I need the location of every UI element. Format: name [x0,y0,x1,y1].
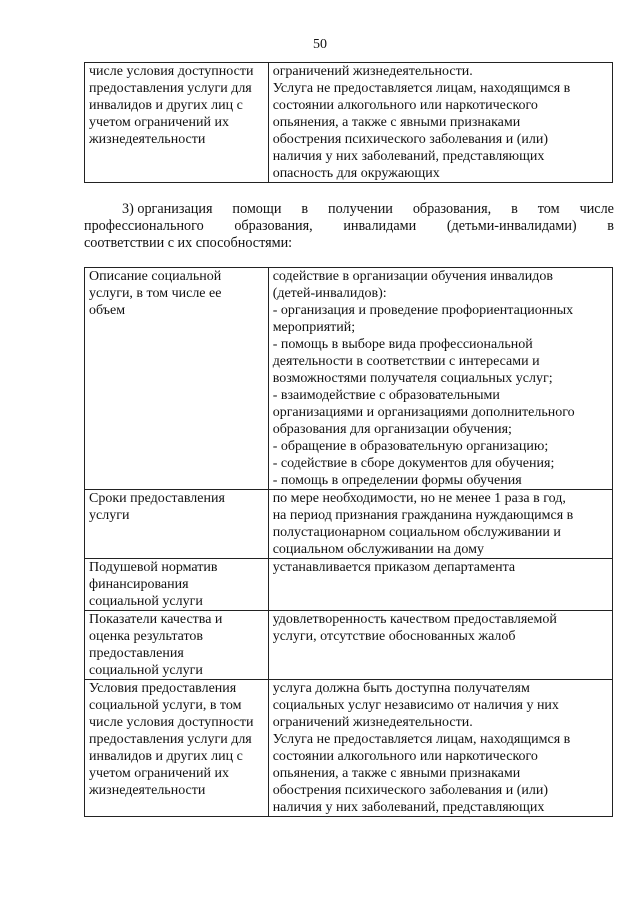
cell-line: жизнедеятельности [89,783,206,798]
cell-line: социальных услуг независимо от наличия у них [272,698,559,713]
description-label-cell [85,268,269,490]
table-row [85,268,613,490]
cell-line: Подушевой норматив [89,560,218,575]
cell-line: объем [89,303,126,318]
cell-line: услуги, отсутствие обоснованных жалоб [272,629,516,644]
cell-line: социальном обслуживании на дому [272,542,485,557]
cell-line: предоставления услуги для [89,81,252,96]
cell-line: числе условия доступности [89,715,254,730]
cell-line: образования для организации обучения; [272,422,512,437]
word: 3) организация [122,201,213,217]
cell-line: Услуга не предоставляется лицам, находящимся в [272,732,571,747]
cell-line: услуги [89,508,130,523]
description-value-cell [268,268,612,490]
cell-line: жизнедеятельности [89,132,206,147]
terms-value-cell [268,490,612,559]
word: в [511,201,518,217]
section-paragraph [84,201,614,252]
cell-line: ограничений жизнедеятельности. [272,64,473,79]
cell-line: опьянения, а также с явными признаками [272,115,521,130]
page-number: 50 [313,37,327,52]
funding-value-cell [268,559,612,611]
cell-line: возможностями получателя социальных услуг; [272,371,553,386]
cell-line: инвалидов и других лиц с [89,98,243,113]
word: образования, [234,218,313,234]
continued-table [84,62,613,183]
cell-line: - помощь в выборе вида профессиональной [272,337,533,352]
terms-label-cell [85,490,269,559]
cell-line: опьянения, а также с явными признаками [272,766,521,781]
cell-line: Сроки предоставления [89,491,225,506]
table-row [85,63,613,183]
cell-line: по мере необходимости, но не менее 1 раза в год, [272,491,566,506]
cell-line: - содействие в сборе документов для обучения; [272,456,555,471]
conditions-value-cell [268,63,612,183]
quality-value-cell [268,611,612,680]
word: инвалидами [343,218,417,234]
cell-line: учетом ограничений их [89,115,229,130]
cell-line: учетом ограничений их [89,766,229,781]
cell-line: удовлетворенность качеством предоставляемой [272,612,557,627]
cell-line: - взаимодействие с образовательными [272,388,500,403]
cell-line: организациями и организациями дополнительного [272,405,575,420]
table-row [85,490,613,559]
word: помощи [232,201,282,217]
cell-line: деятельности в соответствии с интересами и [272,354,540,369]
table-row [85,559,613,611]
cell-line: - помощь в определении формы обучения [272,473,522,488]
paragraph-line-1 [84,201,614,218]
cell-line: наличия у них заболеваний, представляющих [272,800,545,815]
cell-line: состоянии алкогольного или наркотического [272,749,538,764]
word: том [537,201,560,217]
cell-line: Условия предоставления [89,681,237,696]
cell-line: мероприятий; [272,320,356,335]
cell-line: - обращение в образовательную организацию; [272,439,549,454]
conditions-label-cell [85,63,269,183]
table-row [85,611,613,680]
cell-line: инвалидов и других лиц с [89,749,243,764]
cell-line: обострения психического заболевания и (или) [272,783,549,798]
cell-line: Услуга не предоставляется лицам, находящимся в [272,81,571,96]
cell-line: числе условия доступности [89,64,254,79]
word: получении [328,201,393,217]
cell-line: ограничений жизнедеятельности. [272,715,473,730]
cell-line: наличия у них заболеваний, представляющих [272,149,545,164]
cell-line: социальной услуги, в том [89,698,242,713]
service-table [84,267,613,817]
paragraph-line-3: соответствии с их способностями: [84,235,293,251]
word: (детьми-инвалидами) [446,218,577,234]
cell-line: обострения психического заболевания и (или) [272,132,549,147]
cell-line: содействие в организации обучения инвалидов [272,269,553,284]
word: в [607,218,614,234]
word: профессионального [84,218,204,234]
cell-line: Описание социальной [89,269,222,284]
conditions-label-cell [85,680,269,817]
word: в [301,201,309,217]
cell-line: опасность для окружающих [272,166,440,181]
cell-line: - организация и проведение профориентационных [272,303,574,318]
cell-line: финансирования [89,577,189,592]
cell-line: социальной услуги [89,594,203,609]
cell-line: услуги, в том числе ее [89,286,222,301]
cell-line: устанавливается приказом департамента [272,560,516,575]
quality-label-cell [85,611,269,680]
cell-line: предоставления услуги для [89,732,252,747]
funding-label-cell [85,559,269,611]
cell-line: социальной услуги [89,663,203,678]
cell-line: услуга должна быть доступна получателям [272,681,530,696]
cell-line: состоянии алкогольного или наркотического [272,98,538,113]
paragraph-line-2 [84,218,614,235]
word: числе [579,201,614,217]
cell-line: на период признания гражданина нуждающимся в [272,508,574,523]
cell-line: оценка результатов [89,629,204,644]
word: образования, [412,201,492,217]
cell-line: предоставления [89,646,184,661]
table-row [85,680,613,817]
cell-line: Показатели качества и [89,612,223,627]
conditions-value-cell [268,680,612,817]
cell-line: (детей-инвалидов): [272,286,387,301]
cell-line: полустационарном социальном обслуживании и [272,525,561,540]
